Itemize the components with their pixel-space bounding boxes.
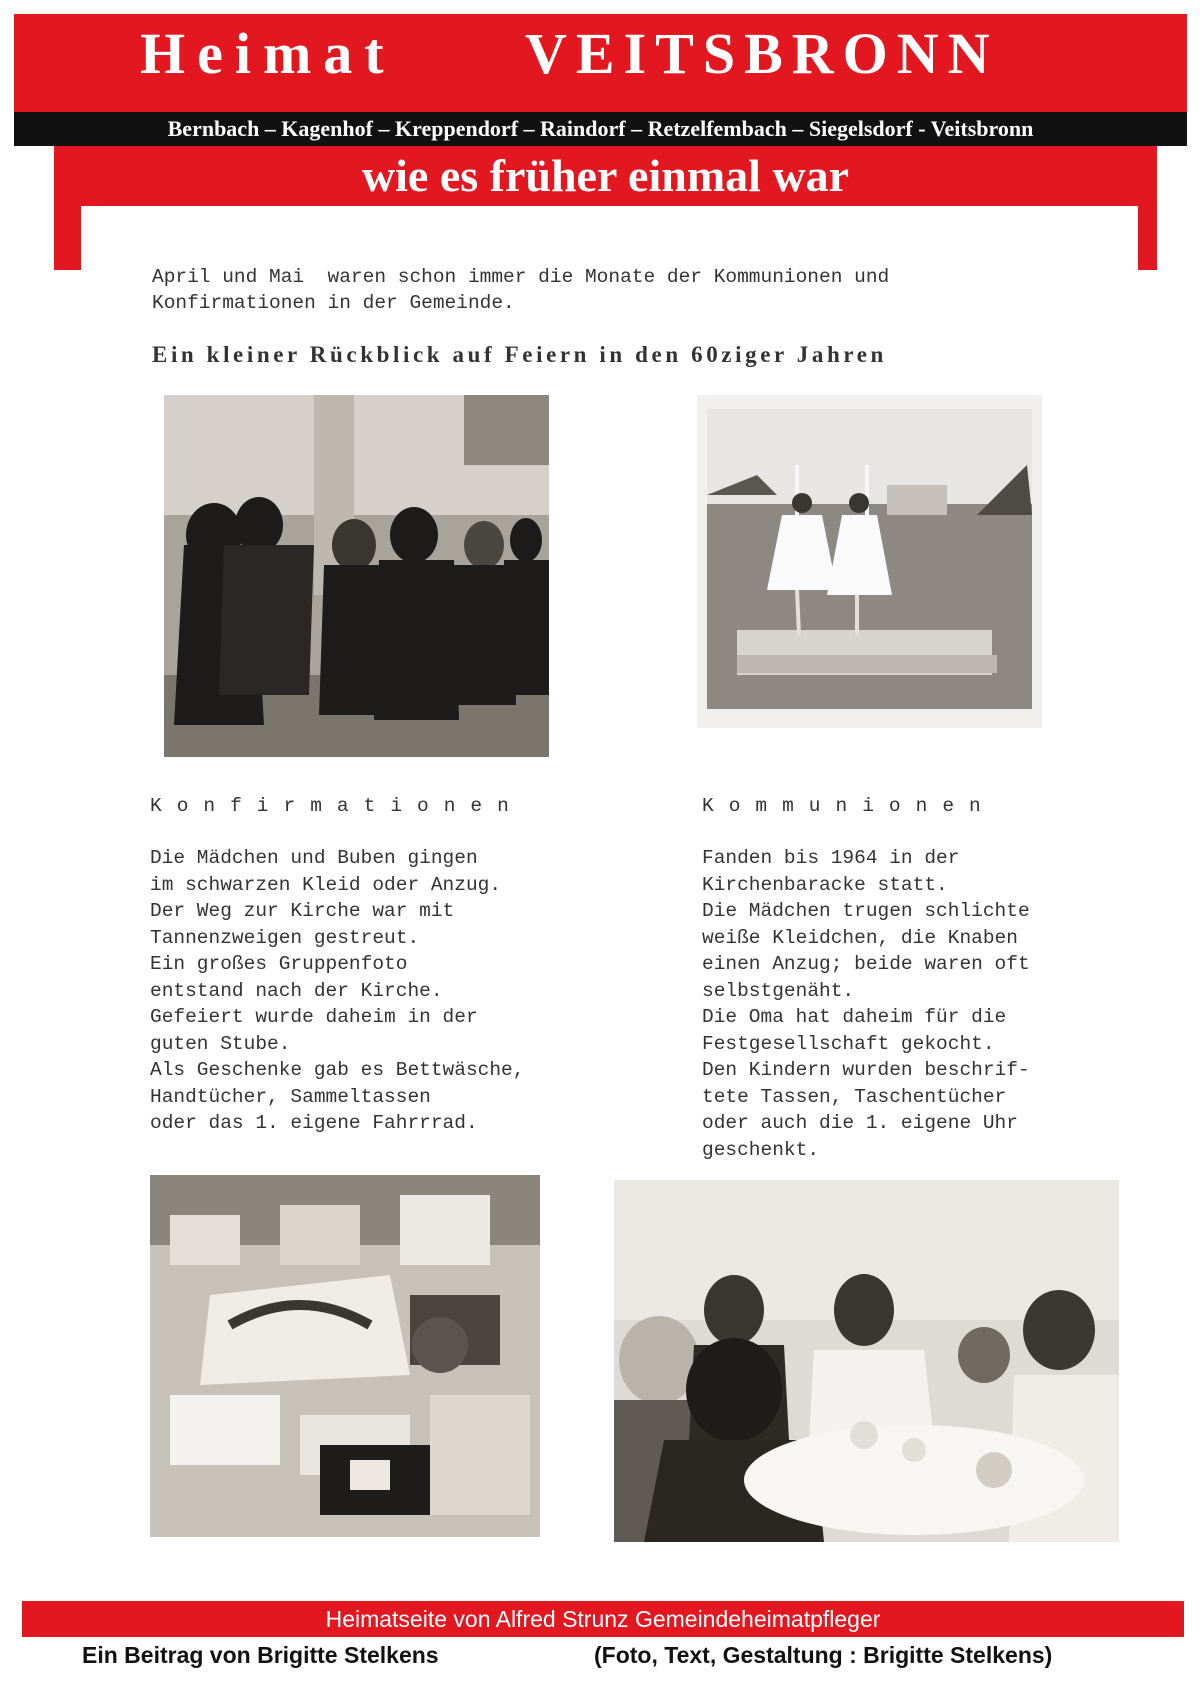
- kommunionen-text: Fanden bis 1964 in der Kirchenbaracke statt. Die Mädchen trugen schlichte weiße Kleidchen, die Knaben einen Anzug; beide waren oft selbstgenäht. Die Oma hat daheim für die Festgesellschaft gekocht. Den Kindern wurden beschrif- tete Tassen, Taschentücher oder auch die 1. eigene Uhr geschenkt.: [702, 847, 1030, 1161]
- banner-leg-left: [54, 206, 81, 270]
- photo-family-coffee: [614, 1180, 1119, 1542]
- konfirmationen-title: Konfirmationen: [150, 795, 524, 817]
- subtitle: wie es früher einmal war: [361, 150, 850, 201]
- places-bar: [14, 112, 1187, 146]
- footer-banner: [22, 1601, 1184, 1637]
- credit-details: (Foto, Text, Gestaltung : Brigitte Stelkens): [594, 1642, 1053, 1668]
- intro-text: April und Mai waren schon immer die Monate der Kommunionen und Konfirmationen in der Gemeinde.: [152, 266, 890, 314]
- konfirmationen-text: Die Mädchen und Buben gingen im schwarzen Kleid oder Anzug. Der Weg zur Kirche war mit Tannenzweigen gestreut. Ein großes Gruppenfoto entstand nach der Kirche. Gefeiert wurde daheim in der guten Stube. Als Geschenke gab es Bettwäsche, Handtücher, Sammeltassen oder das 1. eigene Fahrrrad.: [150, 847, 525, 1134]
- photo-gifts-table: [150, 1175, 540, 1537]
- banner-leg-right: [1138, 206, 1157, 270]
- header-title-veitsbronn: VEITSBRONN: [525, 21, 999, 86]
- header-title-heimat: Heimat: [140, 21, 396, 86]
- kommunionen-title: Kommunionen: [702, 795, 996, 817]
- credit-author: Ein Beitrag von Brigitte Stelkens: [82, 1642, 439, 1668]
- photo-konfirmation-group: [164, 395, 549, 757]
- photo-kommunion-girls: [697, 395, 1042, 728]
- section-heading: Ein kleiner Rückblick auf Feiern in den 60ziger Jahren: [152, 342, 887, 367]
- places-list: Bernbach – Kagenhof – Kreppendorf – Raindorf – Retzelfembach – Siegelsdorf - Veitsbronn: [167, 116, 1034, 141]
- subtitle-banner: [54, 146, 1157, 206]
- footer-line: Heimatseite von Alfred Strunz Gemeindeheimatpfleger: [325, 1606, 881, 1632]
